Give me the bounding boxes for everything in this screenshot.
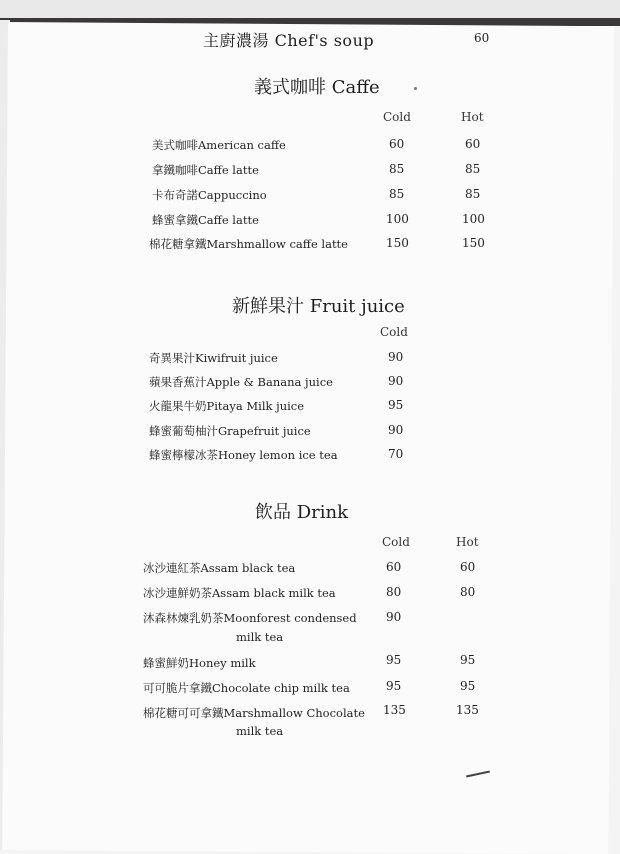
menu-item-cold-price: 95 (386, 653, 402, 667)
menu-item-cold-price: 100 (386, 212, 409, 226)
menu-item-cold-price: 150 (386, 236, 409, 250)
col-header-cold: Cold (383, 110, 411, 124)
menu-item-name: 冰沙連紅茶Assam black tea (143, 561, 296, 575)
col-header-hot: Hot (456, 535, 479, 549)
menu-item-name: 奇異果汁Kiwifruit juice (149, 351, 278, 365)
col-header-hot: Hot (461, 110, 484, 124)
menu-item-name: 冰沙連鮮奶茶Assam black milk tea (143, 586, 336, 600)
background-strip (0, 0, 620, 18)
menu-item-name: 蜂蜜鮮奶Honey milk (143, 656, 256, 670)
menu-item-name: 火龍果牛奶Pitaya Milk juice (149, 399, 305, 413)
section-title-fruit-juice: 新鮮果汁 Fruit juice (232, 296, 405, 317)
chef-soup-title: 主廚濃湯 Chef's soup (203, 31, 375, 50)
menu-item-cold-price: 90 (386, 610, 402, 624)
menu-item-cold-price: 60 (389, 137, 405, 151)
menu-item-name: 蘋果香蕉汁Apple & Banana juice (149, 375, 333, 389)
menu-item-cold-price: 95 (386, 679, 402, 693)
col-header-cold: Cold (380, 325, 408, 339)
menu-item-name: 棉花糖可可拿鐵Marshmallow Chocolate (143, 706, 365, 720)
menu-item-cold-price: 70 (388, 447, 404, 461)
menu-item-cold-price: 80 (386, 585, 402, 599)
menu-item-hot-price: 95 (460, 653, 476, 667)
col-header-cold: Cold (382, 535, 410, 549)
menu-item-cold-price: 85 (389, 162, 405, 176)
chef-soup-price: 60 (474, 31, 490, 45)
menu-item-name: 卡布奇諾Cappuccino (152, 188, 267, 202)
speck (414, 87, 417, 90)
section-title-drink: 飲品 Drink (255, 502, 349, 523)
menu-item-name: 可可脆片拿鐵Chocolate chip milk tea (143, 681, 350, 695)
menu-item-name: 蜂蜜拿鐵Caffe latte (152, 213, 259, 227)
menu-item-name-continued: milk tea (236, 724, 284, 738)
menu-item-hot-price: 95 (460, 679, 476, 693)
menu-item-hot-price: 100 (462, 212, 485, 226)
menu-item-name: 沐森林煉乳奶茶Moonforest condensed (143, 611, 357, 625)
menu-item-hot-price: 80 (460, 585, 476, 599)
section-title-caffe: 義式咖啡 Caffe (254, 77, 380, 98)
menu-item-name: 美式咖啡American caffe (152, 138, 286, 152)
menu-item-hot-price: 150 (462, 236, 485, 250)
menu-item-cold-price: 90 (388, 423, 404, 437)
menu-item-hot-price: 60 (465, 137, 481, 151)
menu-item-cold-price: 135 (383, 703, 406, 717)
menu-item-cold-price: 95 (388, 398, 404, 412)
menu-item-hot-price: 60 (460, 560, 476, 574)
menu-item-hot-price: 85 (465, 187, 481, 201)
menu-item-name: 拿鐵咖啡Caffe latte (152, 163, 259, 177)
menu-item-name: 蜂蜜檸檬冰茶Honey lemon ice tea (149, 448, 338, 462)
menu-item-cold-price: 90 (388, 350, 404, 364)
menu-item-cold-price: 60 (386, 560, 402, 574)
menu-item-hot-price: 135 (456, 703, 479, 717)
menu-item-cold-price: 90 (388, 374, 404, 388)
menu-item-name-continued: milk tea (236, 630, 284, 644)
menu-item-cold-price: 85 (389, 187, 405, 201)
menu-item-name: 棉花糖拿鐵Marshmallow caffe latte (149, 237, 348, 251)
menu-item-hot-price: 85 (465, 162, 481, 176)
menu-item-name: 蜂蜜葡萄柚汁Grapefruit juice (149, 424, 311, 438)
